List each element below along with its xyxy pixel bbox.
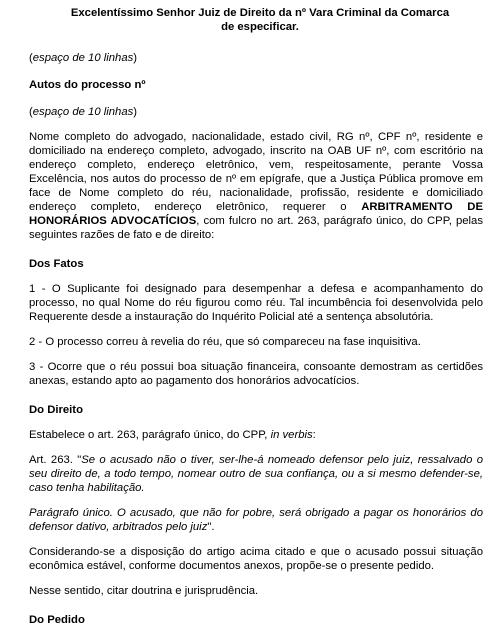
fact-2: 2 - O processo correu à revelia do réu, que só compareceu na fase inquisitiva. [29,336,421,348]
document-title [29,6,483,34]
law-intro-italic: in verbis [270,429,313,441]
paragraph-unique-suffix: ". [207,521,215,533]
fact-3: 3 - Ocorre que o réu possui boa situação financeira, consoante demostram as certidões anexas, estando apto ao pagamento dos honorários advocatícios. [29,361,483,387]
space-note-1: (espaço de 10 linhas) [29,52,138,64]
case-heading: Autos do processo nº [29,79,146,91]
space-note-2: (espaço de 10 linhas) [29,106,138,118]
law-intro-text-2: : [312,429,316,441]
article-quote [29,453,483,495]
law-intro [29,428,483,442]
law-intro-text-1: Estabelece o art. 263, parágrafo único, do CPP, [29,429,271,441]
law-heading: Do Direito [29,404,83,416]
fact-1: 1 - O Suplicante foi designado para desempenhar a defesa e acompanhamento do processo, no qual Nome do réu figurou como réu. Tal incumbência foi desenvolvida pelo Requerente desde a instauração do Inquérito Policial até a sentença absolutória. [29,283,483,323]
intro-bold-request: ARBITRAMENTO DE HONORÁRIOS ADVOCATÍCIOS [29,201,483,227]
title-line-2: de especificar. [221,21,299,33]
article-text: Se o acusado não o tiver, ser-lhe-á nomeado defensor pelo juiz, ressalvado o seu direito de, a todo tempo, nomear outro de sua confiança, ou a si mesmo defender-se, caso tenha habilitação. [29,454,483,494]
space-note-2-text: espaço de 10 linhas [32,106,134,118]
request-heading: Do Pedido [29,614,85,626]
paragraph-unique-quote [29,506,483,534]
title-line-1: Excelentíssimo Senhor Juiz de Direito da nº Vara Criminal da Comarca [70,7,450,19]
article-prefix: Art. 263. " [29,454,82,466]
intro-text-2: , com fulcro no art. 263, parágrafo único, do CPP, pelas seguintes razões de fato e de direito: [29,215,483,241]
doctrine-paragraph: Nesse sentido, citar doutrina e jurisprudência. [29,585,259,597]
space-note-1-text: espaço de 10 linhas [32,52,134,64]
considering-paragraph: Considerando-se a disposição do artigo acima citado e que o acusado possui situação econômica estável, conforme documentos anexos, propõe-se o presente pedido. [29,546,483,572]
intro-text-1: Nome completo do advogado, nacionalidade, estado civil, RG nº, CPF nº, residente e domiciliado na endereço completo, advogado, inscrito na OAB UF nº, com escritório na endereço completo, endereço eletrônico, vem, respeitosamente, perante Vossa Excelência, nos autos do processo de nº em epígrafe, que a Justiça Pública promove em face de Nome completo do réu, nacionalidade, profissão, residente e domiciliado endereço completo, endereço eletrônico, requerer o [29,131,483,213]
intro-paragraph [29,130,483,242]
facts-heading: Dos Fatos [29,258,84,270]
paragraph-unique-text: Parágrafo único. O acusado, que não for pobre, será obrigado a pagar os honorários do defensor dativo, arbitrados pelo juiz [29,507,483,533]
